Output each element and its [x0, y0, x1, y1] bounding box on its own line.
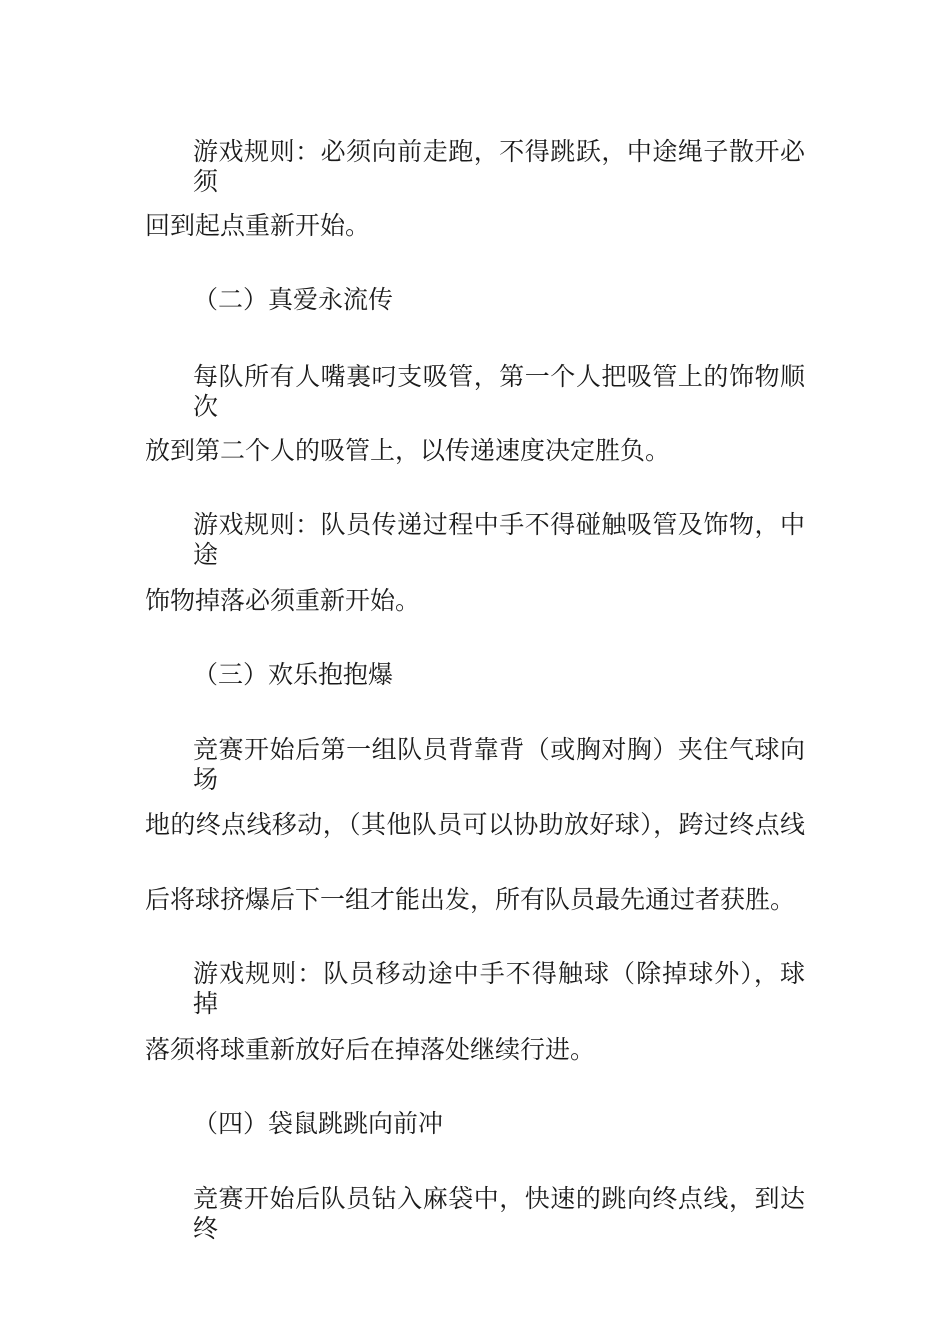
description-2-line-2: 放到第二个人的吸管上，以传递速度决定胜负。 — [145, 436, 671, 465]
description-2-line-1: 每队所有人嘴裏叼支吸管，第一个人把吸管上的饰物顺次 — [193, 362, 805, 421]
description-3-line-2: 地的终点线移动，（其他队员可以协助放好球），跨过终点线 — [145, 810, 805, 839]
section-heading-2: （二）真爱永流传 — [193, 285, 394, 314]
description-4-line-1: 竞赛开始后队员钻入麻袋中，快速的跳向终点线，到达终 — [193, 1184, 805, 1243]
rule-paragraph-1-line-2: 回到起点重新开始。 — [145, 211, 371, 240]
rule-paragraph-2-line-1: 游戏规则：队员传递过程中手不得碰触吸管及饰物，中途 — [193, 510, 805, 569]
section-heading-4: （四）袋鼠跳跳向前冲 — [193, 1109, 444, 1138]
rule-paragraph-2-line-2: 饰物掉落必须重新开始。 — [145, 586, 421, 615]
description-3-line-3: 后将球挤爆后下一组才能出发，所有队员最先通过者获胜。 — [145, 885, 796, 914]
rule-paragraph-3-line-2: 落须将球重新放好后在掉落处继续行进。 — [145, 1035, 596, 1064]
rule-paragraph-3-line-1: 游戏规则：队员移动途中手不得触球（除掉球外），球掉 — [193, 959, 805, 1018]
section-heading-3: （三）欢乐抱抱爆 — [193, 660, 394, 689]
description-3-line-1: 竞赛开始后第一组队员背靠背（或胸对胸）夹住气球向场 — [193, 735, 805, 794]
rule-paragraph-1-line-1: 游戏规则：必须向前走跑，不得跳跃，中途绳子散开必须 — [193, 137, 805, 196]
